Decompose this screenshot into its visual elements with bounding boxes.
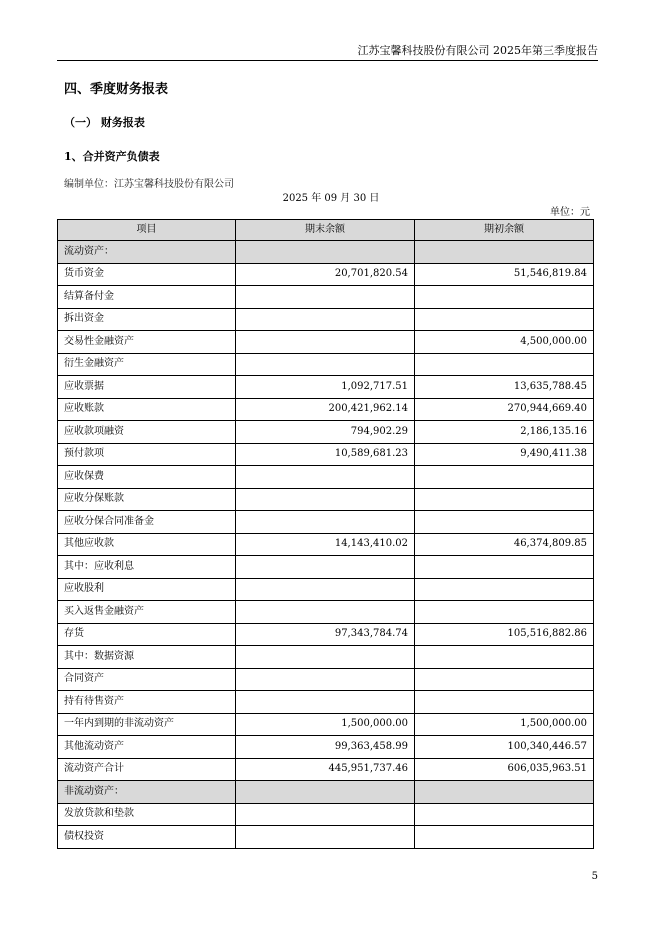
begin-balance-cell — [415, 511, 594, 534]
begin-balance-cell — [415, 241, 594, 264]
row-label: 其中：应收利息 — [58, 556, 236, 579]
end-balance-cell: 1,500,000.00 — [236, 713, 415, 736]
row-label: 发放贷款和垫款 — [58, 803, 236, 826]
begin-balance-cell: 1,500,000.00 — [415, 713, 594, 736]
end-balance-cell: 200,421,962.14 — [236, 398, 415, 421]
row-label: 其他应收款 — [58, 533, 236, 556]
begin-balance-cell — [415, 668, 594, 691]
row-label: 应收分保合同准备金 — [58, 511, 236, 534]
row-label: 流动资产合计 — [58, 758, 236, 781]
end-balance-cell: 20,701,820.54 — [236, 263, 415, 286]
end-balance-cell — [236, 488, 415, 511]
table-row — [58, 286, 594, 309]
row-label: 货币资金 — [58, 263, 236, 286]
row-label: 交易性金融资产 — [58, 331, 236, 354]
page-header — [57, 44, 598, 61]
table-row — [58, 556, 594, 579]
table-section-row — [58, 781, 594, 804]
row-label: 衍生金融资产 — [58, 353, 236, 376]
row-label: 一年内到期的非流动资产 — [58, 713, 236, 736]
end-balance-cell: 97,343,784.74 — [236, 623, 415, 646]
row-label: 持有待售资产 — [58, 691, 236, 714]
row-label: 应收保费 — [58, 466, 236, 489]
begin-balance-cell — [415, 556, 594, 579]
table-row — [58, 758, 594, 781]
table-row — [58, 533, 594, 556]
table-row — [58, 736, 594, 759]
table-row — [58, 803, 594, 826]
row-label: 应收票据 — [58, 376, 236, 399]
col-header-end-balance: 期末余额 — [236, 220, 415, 241]
begin-balance-cell — [415, 488, 594, 511]
row-label: 预付款项 — [58, 443, 236, 466]
begin-balance-cell — [415, 578, 594, 601]
begin-balance-cell: 51,546,819.84 — [415, 263, 594, 286]
table-row — [58, 353, 594, 376]
end-balance-cell — [236, 466, 415, 489]
section-title: 四、季度财务报表 — [64, 82, 169, 97]
end-balance-cell — [236, 331, 415, 354]
row-label: 其中：数据资源 — [58, 646, 236, 669]
row-label: 合同资产 — [58, 668, 236, 691]
begin-balance-cell: 4,500,000.00 — [415, 331, 594, 354]
table-row — [58, 713, 594, 736]
end-balance-cell — [236, 601, 415, 624]
begin-balance-cell — [415, 803, 594, 826]
table-header-row — [58, 220, 594, 241]
begin-balance-cell — [415, 691, 594, 714]
end-balance-cell — [236, 556, 415, 579]
table-row — [58, 578, 594, 601]
end-balance-cell — [236, 781, 415, 804]
begin-balance-cell — [415, 466, 594, 489]
row-label: 结算备付金 — [58, 286, 236, 309]
row-label: 应收分保账款 — [58, 488, 236, 511]
table-row — [58, 668, 594, 691]
end-balance-cell — [236, 668, 415, 691]
date-line: 2025 年 09 月 30 日 — [282, 193, 380, 204]
end-balance-cell — [236, 353, 415, 376]
table-row — [58, 646, 594, 669]
end-balance-cell: 445,951,737.46 — [236, 758, 415, 781]
subsection-title: （一） 财务报表 — [64, 116, 145, 129]
row-label: 拆出资金 — [58, 308, 236, 331]
row-label: 买入返售金融资产 — [58, 601, 236, 624]
end-balance-cell: 99,363,458.99 — [236, 736, 415, 759]
table-row — [58, 488, 594, 511]
end-balance-cell — [236, 803, 415, 826]
begin-balance-cell — [415, 286, 594, 309]
row-label: 流动资产： — [58, 241, 236, 264]
table-section-row — [58, 241, 594, 264]
begin-balance-cell: 13,635,788.45 — [415, 376, 594, 399]
end-balance-cell — [236, 308, 415, 331]
end-balance-cell: 10,589,681.23 — [236, 443, 415, 466]
row-label: 应收账款 — [58, 398, 236, 421]
table-row — [58, 308, 594, 331]
unit-line: 单位：元 — [550, 207, 590, 218]
begin-balance-cell — [415, 646, 594, 669]
end-balance-cell — [236, 826, 415, 849]
table-row — [58, 331, 594, 354]
end-balance-cell — [236, 646, 415, 669]
begin-balance-cell: 100,340,446.57 — [415, 736, 594, 759]
table-row — [58, 466, 594, 489]
table-row — [58, 511, 594, 534]
begin-balance-cell — [415, 308, 594, 331]
table-row — [58, 691, 594, 714]
begin-balance-cell: 46,374,809.85 — [415, 533, 594, 556]
org-line: 编制单位：江苏宝馨科技股份有限公司 — [64, 179, 234, 190]
begin-balance-cell — [415, 353, 594, 376]
table-row — [58, 601, 594, 624]
statement-title: 1、合并资产负债表 — [64, 150, 160, 163]
end-balance-cell — [236, 286, 415, 309]
end-balance-cell — [236, 241, 415, 264]
table-row — [58, 443, 594, 466]
row-label: 存货 — [58, 623, 236, 646]
table-row — [58, 376, 594, 399]
end-balance-cell — [236, 691, 415, 714]
begin-balance-cell: 105,516,882.86 — [415, 623, 594, 646]
col-header-item: 项目 — [58, 220, 236, 241]
balance-sheet-table — [57, 219, 594, 849]
end-balance-cell: 1,092,717.51 — [236, 376, 415, 399]
row-label: 应收股利 — [58, 578, 236, 601]
begin-balance-cell — [415, 781, 594, 804]
table-row — [58, 398, 594, 421]
table-body — [58, 241, 594, 849]
begin-balance-cell: 9,490,411.38 — [415, 443, 594, 466]
table-row — [58, 421, 594, 444]
table-row — [58, 623, 594, 646]
end-balance-cell — [236, 511, 415, 534]
begin-balance-cell: 606,035,963.51 — [415, 758, 594, 781]
row-label: 应收款项融资 — [58, 421, 236, 444]
end-balance-cell: 794,902.29 — [236, 421, 415, 444]
begin-balance-cell: 270,944,669.40 — [415, 398, 594, 421]
header-text: 江苏宝馨科技股份有限公司 2025年第三季度报告 — [357, 44, 598, 57]
page-number: 5 — [591, 871, 598, 882]
row-label: 其他流动资产 — [58, 736, 236, 759]
begin-balance-cell — [415, 601, 594, 624]
table-row — [58, 263, 594, 286]
begin-balance-cell: 2,186,135.16 — [415, 421, 594, 444]
row-label: 非流动资产： — [58, 781, 236, 804]
row-label: 债权投资 — [58, 826, 236, 849]
col-header-begin-balance: 期初余额 — [415, 220, 594, 241]
begin-balance-cell — [415, 826, 594, 849]
table-row — [58, 826, 594, 849]
end-balance-cell — [236, 578, 415, 601]
end-balance-cell: 14,143,410.02 — [236, 533, 415, 556]
